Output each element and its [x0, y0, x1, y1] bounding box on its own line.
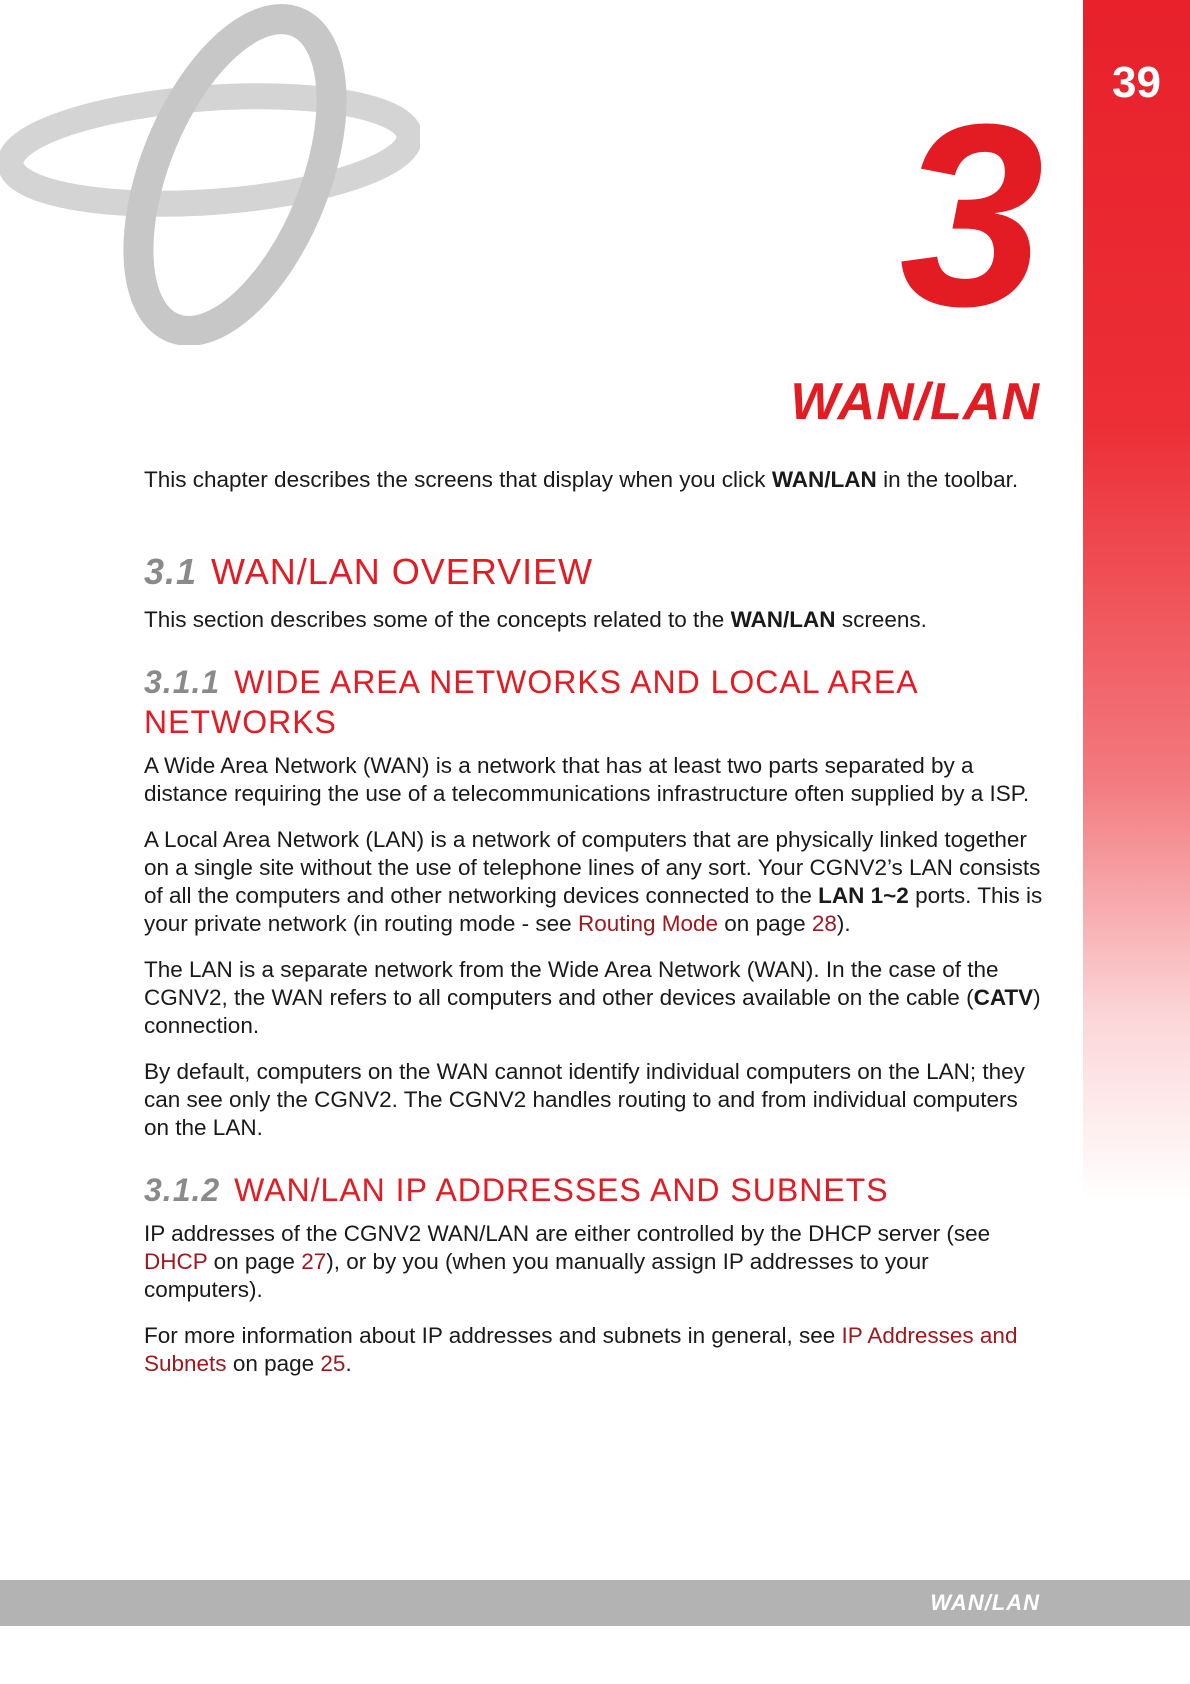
default-routing-paragraph: By default, computers on the WAN cannot identify individual computers on the LAN; they can see only the CGNV2. The CGNV2 handles routing to and from individual computers on the LAN. [144, 1059, 1025, 1140]
side-color-strip [1083, 0, 1190, 1200]
chapter-title: WAN/LAN [790, 373, 1040, 431]
chapter-number: 3 [899, 71, 1040, 361]
brand-logo-watermark [0, 0, 420, 345]
dhcp-link[interactable]: DHCP [144, 1249, 208, 1274]
main-content [144, 466, 1044, 1396]
section-3-1-paragraph: This section describes some of the concepts related to the WAN/LAN screens. [144, 607, 927, 632]
section-number: 3.1.2 [144, 1172, 221, 1208]
intro-paragraph: This chapter describes the screens that display when you click WAN/LAN in the toolbar. [144, 467, 1019, 492]
routing-mode-link[interactable]: Routing Mode [577, 911, 719, 936]
wan-definition-paragraph: A Wide Area Network (WAN) is a network that has at least two parts separated by a distance requiring the use of a telecommunications infrastructure often supplied by a ISP. [144, 753, 1030, 806]
page-28-link[interactable]: 28 [811, 911, 837, 936]
section-number: 3.1 [144, 551, 198, 592]
page-25-link[interactable]: 25 [320, 1351, 346, 1376]
page-number: 39 [1112, 58, 1161, 107]
section-heading-3-1-1: 3.1.1 WIDE AREA NETWORKS AND LOCAL AREA NETWORKS [144, 664, 917, 740]
section-number: 3.1.1 [144, 664, 221, 700]
page-27-link[interactable]: 27 [301, 1249, 327, 1274]
footer-label: WAN/LAN [930, 1590, 1040, 1615]
lan-definition-paragraph: A Local Area Network (LAN) is a network of computers that are physically linked together on a single site without the use of telephone lines of any sort. Your CGNV2’s LAN consists of all the computers and other networking devices connected to the LAN 1~2 ports. This is your private network (in routing mode - see Routing Mode on page 28). [144, 827, 1043, 936]
more-info-paragraph: For more information about IP addresses and subnets in general, see IP Addresses and Subnets on page 25. [144, 1323, 1018, 1376]
section-heading-3-1-2: 3.1.2 WAN/LAN IP ADDRESSES AND SUBNETS [144, 1172, 889, 1208]
ip-addresses-paragraph: IP addresses of the CGNV2 WAN/LAN are either controlled by the DHCP server (see DHCP on page 27), or by you (when you manually assign IP addresses to your computers). [144, 1221, 991, 1302]
section-heading-3-1: 3.1 WAN/LAN OVERVIEW [144, 551, 594, 592]
lan-wan-paragraph: The LAN is a separate network from the Wide Area Network (WAN). In the case of the CGNV2, the WAN refers to all computers and other devices available on the cable (CATV) connection. [144, 957, 1041, 1038]
ip-addresses-subnets-link[interactable]: IP Addresses and Subnets [144, 1323, 1018, 1376]
